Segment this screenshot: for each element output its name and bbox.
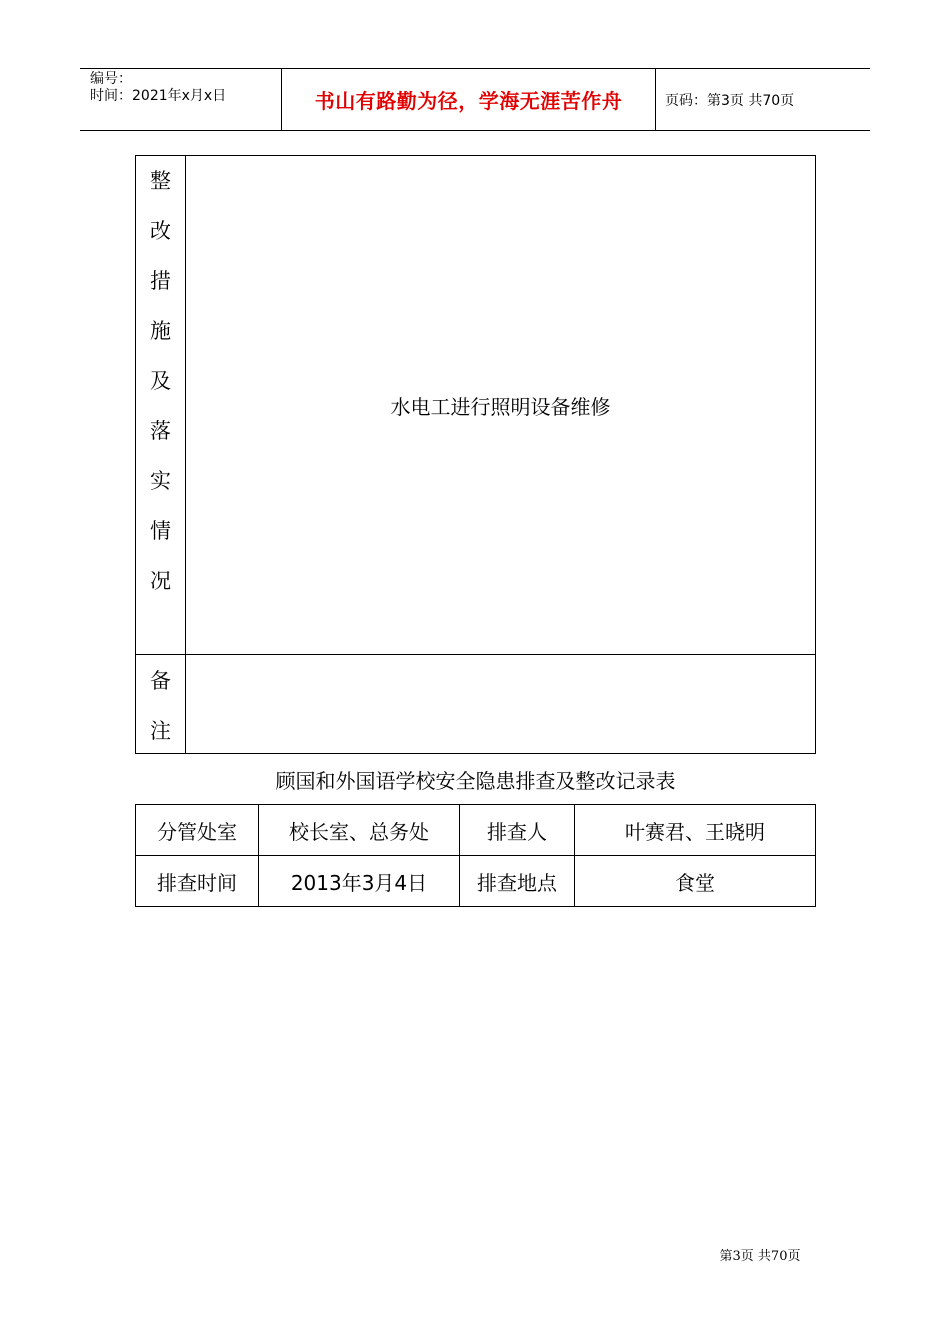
inspector-value: 叶赛君、王晓明 [625,819,765,844]
header-page-number: 页码：第3页 共70页 [665,92,795,109]
label-char: 整 [150,169,171,193]
label-char: 落 [150,419,171,443]
label-char: 措 [150,269,171,293]
record-table-title: 顾国和外国语学校安全隐患排查及整改记录表 [275,769,676,793]
label-char: 注 [150,719,171,743]
label-char: 实 [150,469,171,493]
rectification-content: 水电工进行照明设备维修 [390,394,611,419]
rectification-table [135,155,816,754]
place-label: 排查地点 [477,870,557,895]
document-time: 时间：2021年x月x日 [90,88,227,104]
header-meta [80,69,282,130]
rectification-label [136,156,185,606]
remarks-content [186,655,815,753]
label-char: 改 [150,219,171,243]
time-label: 排查时间 [157,870,237,895]
label-char: 及 [150,369,171,393]
document-number-label: 编号： [90,71,132,87]
label-char: 备 [150,669,171,693]
header-motto: 书山有路勤为径，学海无涯苦作舟 [282,69,656,130]
page-header [80,68,870,131]
label-char: 施 [150,319,171,343]
inspector-label: 排查人 [487,819,547,844]
footer-page-number: 第3页 共70页 [719,1249,801,1264]
label-char: 况 [150,569,171,593]
dept-label: 分管处室 [157,819,237,844]
label-char: 情 [150,519,171,543]
dept-value: 校长室、总务处 [289,819,429,844]
time-value: 2013年3月4日 [290,870,428,895]
inspection-info-table [135,804,816,907]
remarks-label [136,656,185,756]
place-value: 食堂 [675,870,715,895]
